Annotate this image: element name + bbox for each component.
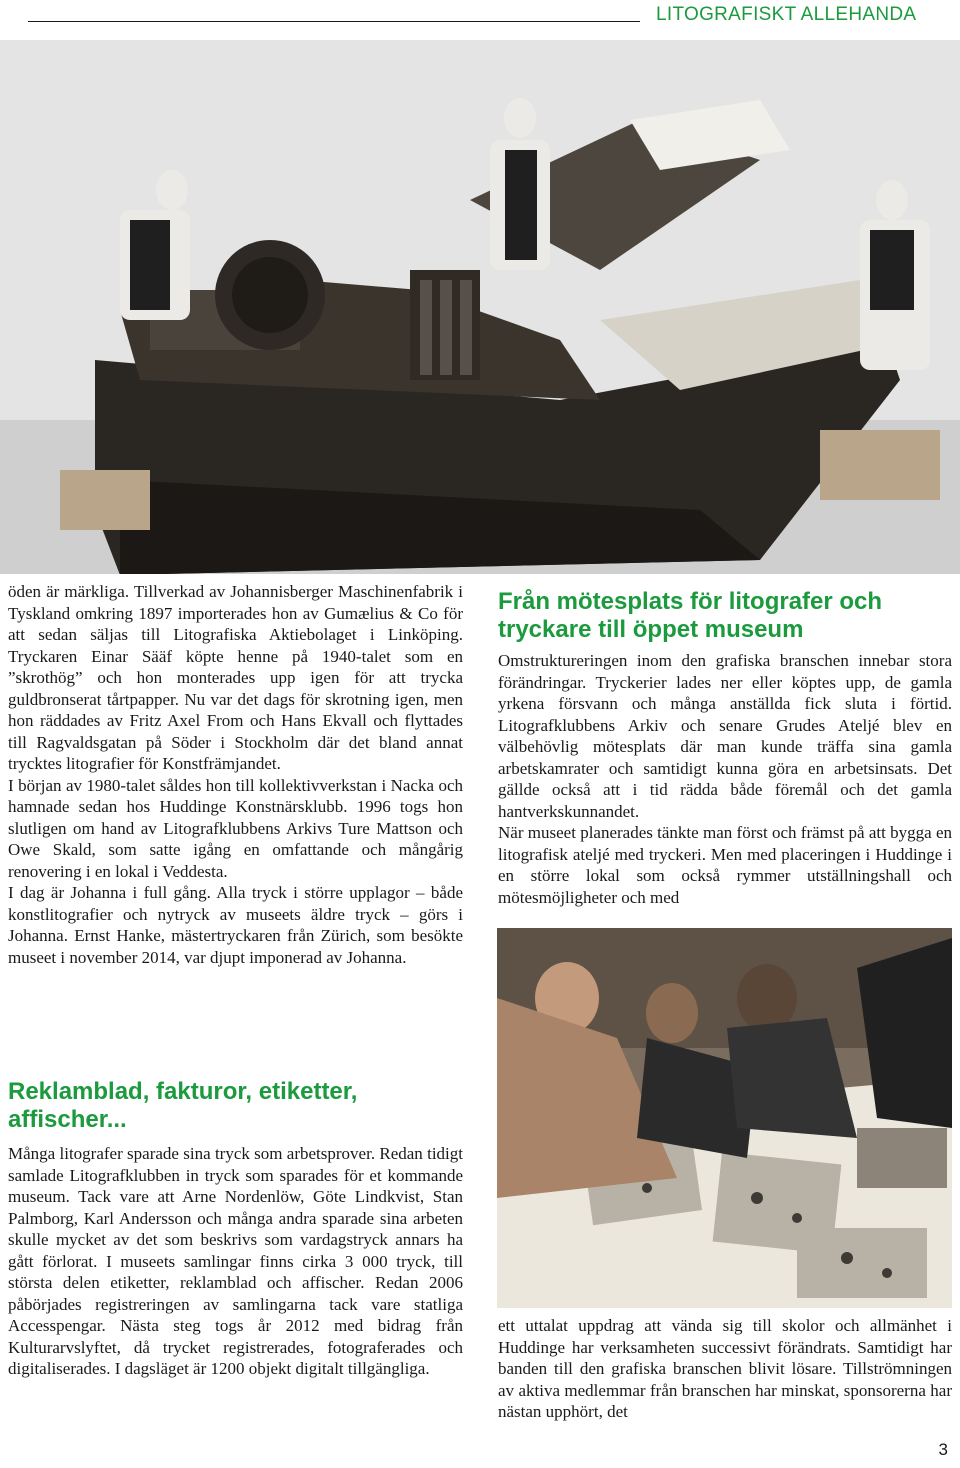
students-workshop-photo-icon — [497, 928, 952, 1308]
paragraph: Många litografer sparade sina tryck som arbetsprover. Redan tidigt samlade Litografklubben in tryck som sparades för et kommande museum. Tack vare att Arne Nordenlöw, Göte Lindkvist, Stan Palmborg, Karl Andersson och många andra sparade sina arbeten skulle mycket av det som beskrivs som vardagstryck annars ha gått förlorat. I museets samlingar finns cirka 3 000 tryck, till största delen etiketter, reklamblad och affischer. Redan 2006 påbörjades registreringen av samlingarna tack vare statliga Accesspengar. Nästa steg togs år 2012 med bidrag från Kulturarvslyftet, då trycket registrerades, fotograferades och digitaliserades. I dagsläget är 1200 objekt digitalt tillgängliga. — [8, 1144, 463, 1378]
section-body-reklam — [8, 1143, 463, 1380]
section-heading-reklam: Reklamblad, fakturor, etiketter, affischer... — [8, 1078, 358, 1133]
paragraph: ett uttalat uppdrag att vända sig till skolor och allmänhet i Huddinge har verksamheten successivt förändrats. Samtidigt har banden till den grafiska branschen blivit lösare. Tillströmningen av aktiva medlemmar från branschen har minskat, sponsorerna har nästan upphört, det — [498, 1316, 952, 1421]
section-body-motesplats — [498, 650, 952, 908]
header-rule — [28, 21, 640, 22]
paragraph: Omstruktureringen inom den grafiska branschen innebar stora förändringar. Tryckerier lades ner eller köptes upp, de gamla yrkena försvann och många anställda fick sluta i förtid. Litografklubbens Arkiv och senare Grudes Ateljé blev en välbehövlig mötesplats där man kunde träffa sina gamla arbetskamrater och samtidigt kunna göra en arbetsinsats. Det gällde också att i tid rädda både föremål och det gamla hantverkskunnandet. — [498, 651, 952, 821]
litho-press-photo-icon — [0, 40, 960, 574]
article-body-left — [8, 581, 463, 968]
page-header — [0, 0, 960, 40]
paragraph: öden är märkliga. Tillverkad av Johannisberger Maschinenfabrik i Tyskland omkring 1897 importerades hon av Gumælius & Co för att sedan säljas till Litografiska Aktiebolaget i Linköping. Tryckaren Einar Sääf köpte henne på 1940-talet som en ”skrothög” och hon monterades upp igen för att trycka guldbronserat tårtpapper. Nu var det dags för skrotning igen, men hon räddades av Fritz Axel From och Hans Ekvall och flyttades till Ragvaldsgatan på Söder i Stockholm där det bland annat trycktes litografier för Konstfrämjandet. — [8, 582, 463, 773]
paragraph: När museet planerades tänkte man först och främst på att bygga en litografisk ateljé med tryckeri. Men med placeringen i Huddinge i en större lokal som också rymmer utställningshall och mötesmöjligheter och med — [498, 823, 952, 907]
section-heading-motesplats: Från mötesplats för litografer och tryckare till öppet museum — [498, 588, 883, 643]
students-workshop-photo — [497, 928, 952, 1308]
section-body-motesplats-continued — [498, 1315, 952, 1423]
paragraph: I början av 1980-talet såldes hon till kollektivverkstan i Nacka och hamnade sedan hos Huddinge Konstnärsklubb. 1996 togs hon slutligen om hand av Litografklubbens Arkivs Ture Mattson och Owe Skald, som satte igång en omfattande och mångårig renovering i en lokal i Veddesta. — [8, 775, 463, 881]
paragraph: I dag är Johanna i full gång. Alla tryck i större upplagor – både konstlitografier och nytryck av museets äldre tryck – görs i Johanna. Ernst Hanke, mästertryckaren från Zürich, som besökte museet i november 2014, var djupt imponerad av Johanna. — [8, 883, 463, 967]
header-title: LITOGRAFISKT ALLEHANDA — [656, 4, 917, 25]
page-number: 3 — [938, 1440, 948, 1459]
litho-press-photo — [0, 40, 960, 574]
